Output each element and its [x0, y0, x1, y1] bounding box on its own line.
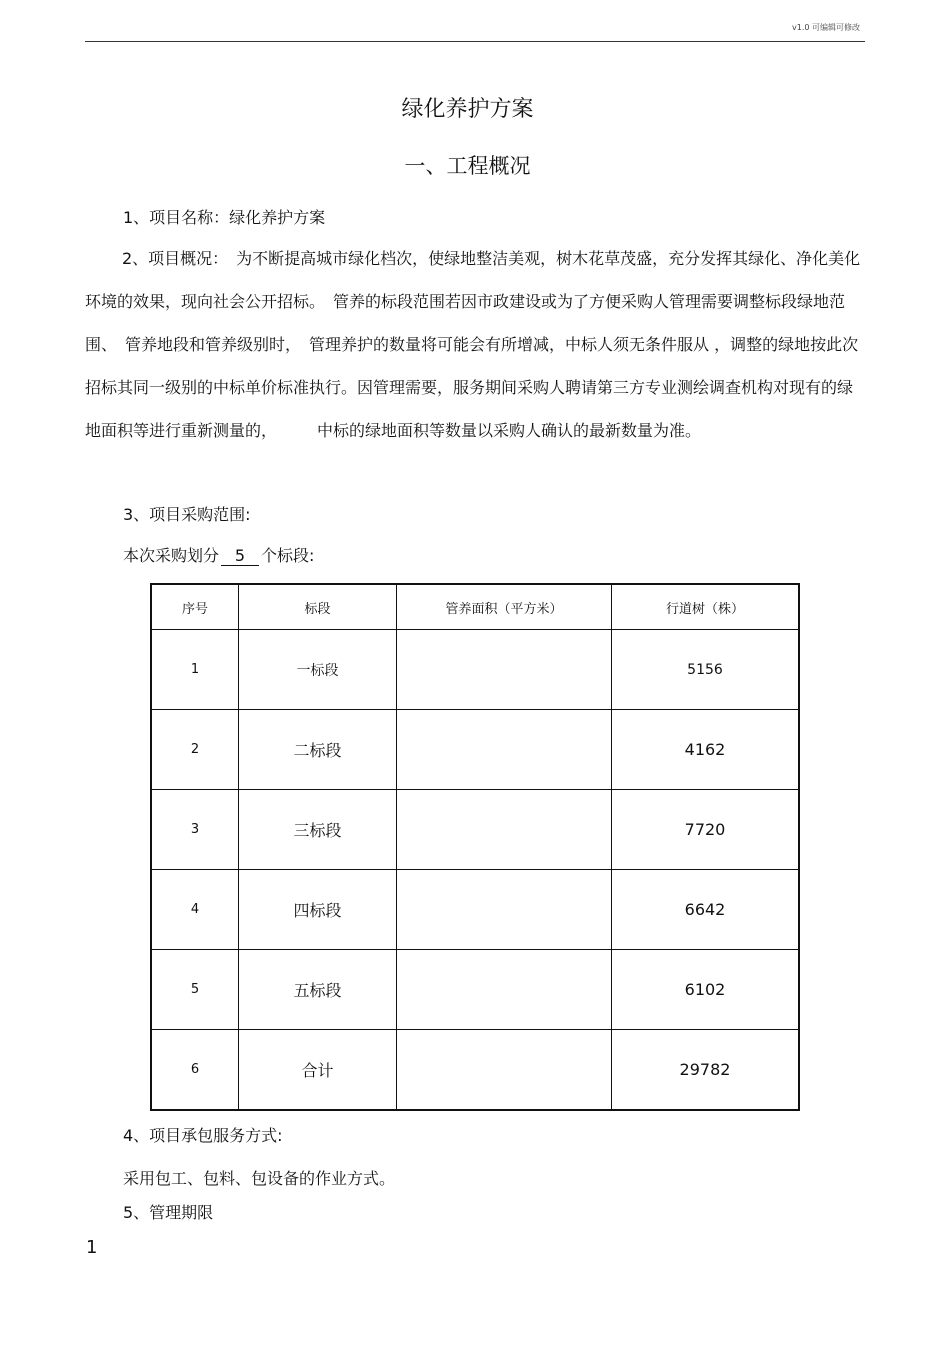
cell-segment: 三标段 [239, 790, 397, 870]
cell-area [397, 630, 612, 710]
col-header-trees: 行道树（株） [612, 584, 800, 630]
cell-no: 3 [151, 790, 239, 870]
cell-area [397, 870, 612, 950]
cell-trees: 5156 [612, 630, 800, 710]
col-header-no: 序号 [151, 584, 239, 630]
col-header-area: 管养面积（平方米） [397, 584, 612, 630]
cell-trees: 6642 [612, 870, 800, 950]
cell-segment: 五标段 [239, 950, 397, 1030]
cell-segment: 一标段 [239, 630, 397, 710]
division-before: 本次采购划分 [123, 546, 220, 565]
cell-no: 4 [151, 870, 239, 950]
service-mode-text: 采用包工、包料、包设备的作业方式。 [123, 1169, 396, 1188]
table-row [151, 710, 799, 790]
table-row [151, 630, 799, 710]
division-line [123, 543, 314, 566]
item-project-overview [85, 237, 863, 452]
division-after: 个标段: [261, 546, 315, 565]
cell-no: 2 [151, 710, 239, 790]
item-procurement-scope: 3、项目采购范围: [123, 505, 251, 524]
overview-text: 2、项目概况： 为不断提高城市绿化档次，使绿地整洁美观，树木花草茂盛，充分发挥其绿化、净化美化环境的效果，现向社会公开招标。 管养的标段范围若因市政建设或为了方便采购人管理需要调整标段绿地范围、 管养地段和管养级别时， 管理养护的数量将可能会有所增减，中标人须无条件服从 ，调整的绿地按此次招标其同一级别的中标单价标准执行。因管理需要，服务期间采购人聘请第三方专业测绘调查机构对现有的绿地面积等进行重新测量的， 中标的绿地面积等数量以采购人确认的最新数量为准。 [85, 249, 861, 440]
item-management-period: 5、管理期限 [123, 1203, 214, 1222]
header-note: v1.0 可编辑可修改 [792, 23, 860, 32]
cell-trees: 29782 [612, 1030, 800, 1111]
cell-segment: 四标段 [239, 870, 397, 950]
table-header-row [151, 584, 799, 630]
cell-area [397, 1030, 612, 1111]
cell-area [397, 950, 612, 1030]
item-project-name: 1、项目名称：绿化养护方案 [123, 208, 326, 227]
cell-trees: 4162 [612, 710, 800, 790]
document-title: 绿化养护方案 [401, 97, 534, 122]
cell-area [397, 710, 612, 790]
cell-segment: 二标段 [239, 710, 397, 790]
table-row-total [151, 1030, 799, 1111]
col-header-segment: 标段 [239, 584, 397, 630]
table-row [151, 870, 799, 950]
cell-trees: 7720 [612, 790, 800, 870]
cell-no: 6 [151, 1030, 239, 1111]
table-row [151, 790, 799, 870]
segment-table [150, 583, 800, 1111]
division-count: 5 [221, 547, 259, 566]
cell-no: 1 [151, 630, 239, 710]
section-heading: 一、工程概况 [404, 154, 531, 178]
page-number: 1 [86, 1237, 98, 1258]
cell-trees: 6102 [612, 950, 800, 1030]
cell-no: 5 [151, 950, 239, 1030]
header-rule [85, 41, 865, 42]
cell-area [397, 790, 612, 870]
cell-segment: 合计 [239, 1030, 397, 1111]
table-row [151, 950, 799, 1030]
item-service-mode: 4、项目承包服务方式: [123, 1126, 283, 1145]
